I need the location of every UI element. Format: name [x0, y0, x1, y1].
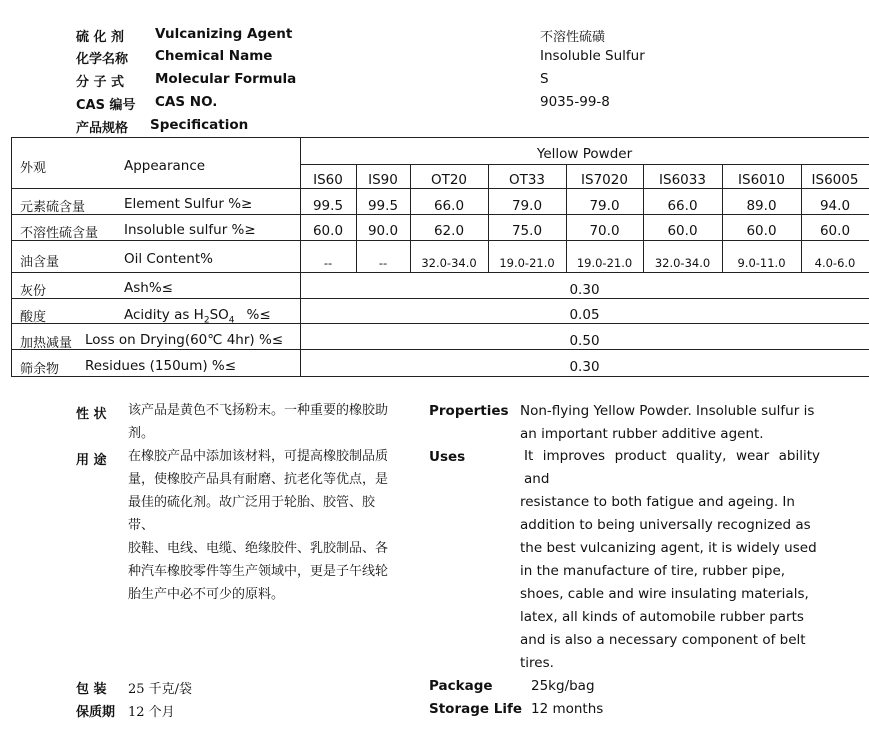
table-cell: 60.0 [312, 223, 344, 239]
table-cell: 62.0 [433, 223, 465, 239]
grade-header: IS6010 [738, 172, 785, 188]
specification-table [11, 137, 869, 377]
ash-value: 0.30 [569, 282, 600, 298]
residues-zh: 筛余物 [20, 362, 60, 377]
grade-header: IS6005 [811, 172, 859, 188]
table-cell: -- [323, 256, 333, 270]
ash-zh: 灰份 [20, 284, 47, 299]
acidity-en: Acidity as $H_2SO_4$ %≤ [124, 307, 271, 326]
table-cell: 90.0 [367, 223, 399, 239]
table-cell: 94.0 [819, 198, 851, 214]
specification-en: Specification [150, 117, 249, 133]
table-cell: 66.0 [433, 198, 465, 214]
grade-header: IS7020 [581, 172, 628, 188]
vulcanizing-agent-en: Vulcanizing Agent [155, 26, 293, 42]
insoluble-sulfur-zh: 不溶性硫含量 [20, 226, 99, 241]
molecular-formula-en: Molecular Formula [155, 71, 297, 87]
cas-no-en: CAS NO. [155, 94, 218, 110]
insoluble-sulfur-en: Insoluble sulfur %≥ [124, 222, 256, 238]
oil-content-zh: 油含量 [20, 255, 60, 270]
chemical-name-value: Insoluble Sulfur [540, 48, 645, 64]
grade-header: OT20 [430, 172, 468, 188]
loss-on-drying-en: Loss on Drying(60℃ 4hr) %≤ [85, 332, 284, 348]
table-cell: 99.5 [367, 198, 399, 214]
oil-content-en: Oil Content% [124, 251, 213, 267]
appearance-en: Appearance [124, 158, 206, 174]
table-cell: 89.0 [746, 198, 777, 214]
package-value-en: 25kg/bag [531, 678, 595, 694]
loss-on-drying-value: 0.50 [569, 333, 600, 349]
appearance-value: Yellow Powder [536, 146, 633, 162]
table-cell: -- [378, 256, 388, 270]
table-cell: 4.0-6.0 [814, 256, 856, 270]
table-cell: 66.0 [667, 198, 698, 214]
table-cell: 99.5 [312, 198, 344, 214]
cas-no-value: 9035-99-8 [540, 94, 610, 110]
element-sulfur-en: Element Sulfur %≥ [124, 196, 253, 212]
table-cell: 19.0-21.0 [576, 256, 633, 270]
uses-label-en: Uses [429, 449, 466, 465]
chemical-name-en: Chemical Name [155, 48, 273, 64]
vulcanizing-agent-zh: 硫 化 剂 [76, 30, 125, 45]
molecular-formula-zh: 分 子 式 [76, 75, 125, 90]
molecular-formula-value: S [540, 71, 549, 87]
appearance-zh: 外观 [20, 161, 47, 176]
properties-label-zh: 性 状 [76, 407, 107, 422]
specification-zh: 产品规格 [76, 121, 129, 136]
table-cell: 32.0-34.0 [654, 256, 711, 270]
cas-no-zh: CAS 编号 [76, 98, 136, 113]
table-cell: 9.0-11.0 [737, 256, 786, 270]
element-sulfur-zh: 元素硫含量 [20, 200, 86, 215]
table-cell: 79.0 [511, 198, 543, 214]
package-label-zh: 包 装 [76, 682, 107, 697]
loss-on-drying-zh: 加热减量 [20, 336, 73, 351]
ash-en: Ash%≤ [124, 280, 173, 296]
residues-value: 0.30 [569, 359, 600, 375]
uses-text-en: It improves product quality, wear ability and resistance to both fatigue and ageing. In addition to being universally recognized as the best vulcanizing agent, it is widely used in the manufacture of tire, rubber pipe, shoes, cable and wire insulating materials, latex, all kinds of automobile rubber parts and is also a necessary component of belt tires. [520, 448, 820, 671]
grade-header: IS90 [368, 172, 398, 188]
properties-label-en: Properties [429, 403, 509, 419]
properties-text-en: Non-flying Yellow Powder. Insoluble sulfur is an important rubber additive agent. [520, 403, 815, 442]
table-cell: 75.0 [511, 223, 543, 239]
acidity-value: 0.05 [569, 307, 600, 323]
acidity-zh: 酸度 [20, 310, 47, 325]
storage-value-zh: 12 个月 [128, 705, 175, 720]
package-value-zh: 25 千克/袋 [128, 682, 193, 697]
grade-header: IS60 [313, 172, 343, 188]
uses-label-zh: 用 途 [76, 453, 107, 468]
residues-en: Residues (150um) %≤ [85, 358, 237, 374]
storage-label-zh: 保质期 [76, 705, 116, 720]
storage-value-en: 12 months [531, 701, 604, 717]
uses-text-zh: 在橡胶产品中添加该材料，可提高橡胶制品质 量，使橡胶产品具有耐磨、抗老化等优点，是 最佳的硫化剂。故广泛用于轮胎、胶管、胶带、 胶鞋、电线、电缆、绝缘胶件、乳胶制品、各 种汽车橡胶零件等生产领域中，更是子午线轮 胎生产中必不可少的原料。 [128, 449, 389, 602]
table-cell: 70.0 [589, 223, 620, 239]
table-cell: 60.0 [746, 223, 777, 239]
table-cell: 32.0-34.0 [421, 256, 477, 270]
table-cell: 60.0 [667, 223, 698, 239]
storage-label-en: Storage Life [429, 701, 522, 717]
table-cell: 79.0 [589, 198, 620, 214]
package-label-en: Package [429, 678, 493, 694]
grade-header: OT33 [508, 172, 546, 188]
table-cell: 19.0-21.0 [499, 256, 555, 270]
vulcanizing-agent-value: 不溶性硫磺 [540, 30, 606, 45]
chemical-name-zh: 化学名称 [76, 52, 129, 67]
table-cell: 60.0 [819, 223, 851, 239]
grade-header: IS6033 [659, 172, 706, 188]
properties-text-zh: 该产品是黄色不飞扬粉末。一种重要的橡胶助 剂。 [128, 403, 389, 441]
